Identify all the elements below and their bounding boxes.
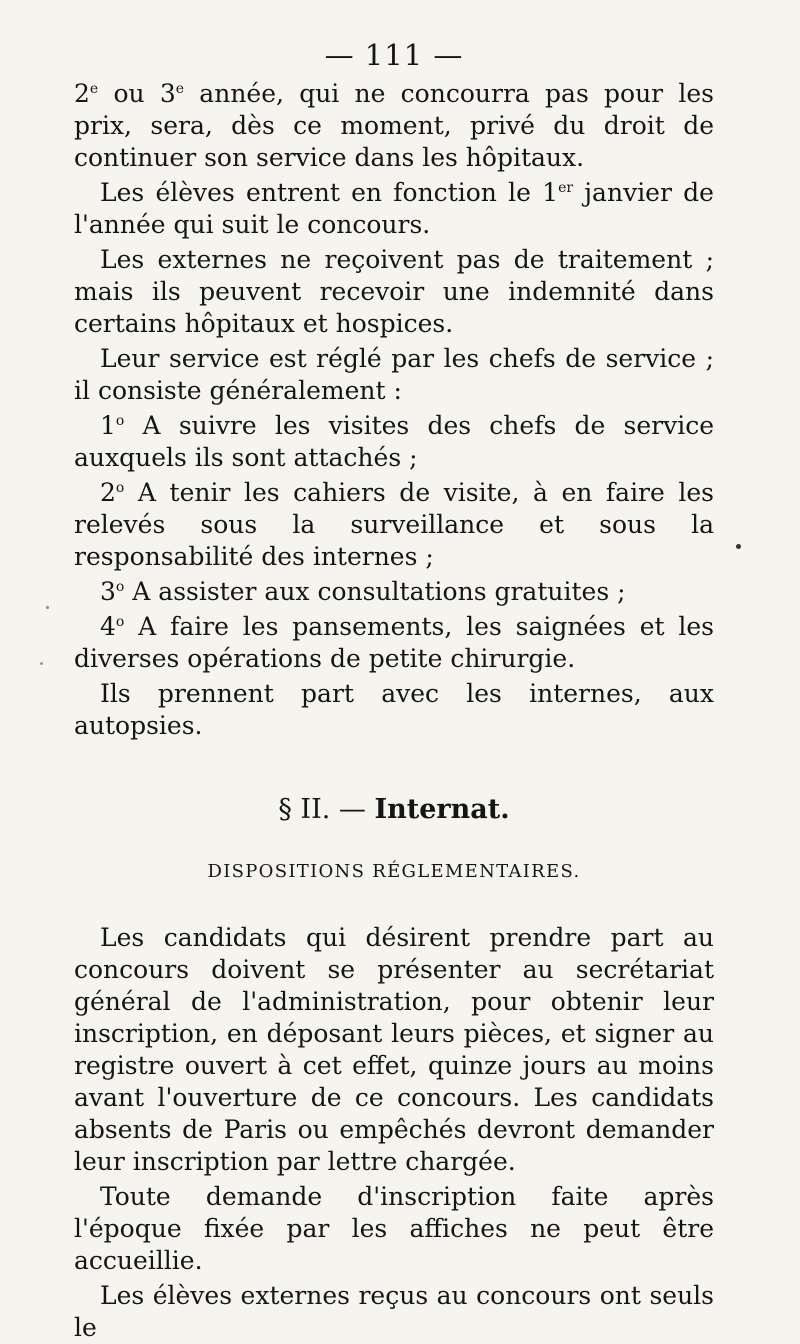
paragraph-autopsies: Ils prennent part avec les internes, aux autopsies. <box>74 679 714 740</box>
list-item <box>74 611 714 675</box>
paragraph-late-requests: Toute demande d'inscription faite après l'époque fixée par les affiches ne peut être accueillie. <box>74 1182 714 1275</box>
list-item <box>74 410 714 474</box>
section-title: Internat. <box>374 794 510 825</box>
item-text: A assister aux consultations gratuites ; <box>124 577 626 606</box>
section-symbol: § II. — <box>278 794 375 825</box>
item-text: A tenir les cahiers de visite, à en faire les relevés sous la surveillance et sous la responsabilité des internes ; <box>74 478 714 571</box>
ordinal-superscript: e <box>175 81 185 97</box>
paragraph-externes-pay: Les externes ne reçoivent pas de traitement ; mais ils peuvent recevoir une indemnité dans certains hôpitaux et hospices. <box>74 245 714 338</box>
paragraph-text: janvier de l'année qui suit le concours. <box>74 178 714 239</box>
paragraph-text: ou 3 <box>98 79 176 108</box>
ordinal-number: 2 <box>74 79 90 108</box>
paragraph-continuation <box>74 78 714 174</box>
item-text: A suivre les visites des chefs de service auxquels ils sont attachés ; <box>74 411 714 472</box>
item-number: 2 <box>100 478 116 507</box>
item-superscript: o <box>115 413 125 429</box>
list-item <box>74 576 714 608</box>
item-number: 3 <box>100 577 116 606</box>
subheading: DISPOSITIONS RÉGLEMENTAIRES. <box>207 861 581 882</box>
ink-speck <box>46 606 49 609</box>
paragraph-externes-received: Les élèves externes reçus au concours ont seuls le <box>74 1281 714 1342</box>
item-superscript: o <box>115 614 125 630</box>
ink-speck <box>40 662 43 665</box>
item-superscript: o <box>115 480 125 496</box>
paragraph-text: Les élèves entrent en fonction le 1 <box>100 178 559 207</box>
ordinal-superscript: er <box>558 180 574 196</box>
list-item <box>74 477 714 573</box>
ink-speck <box>736 544 741 549</box>
item-text: A faire les pansements, les saignées et les diverses opérations de petite chirurgie. <box>74 612 714 673</box>
item-superscript: o <box>115 579 125 595</box>
paragraph-text: année, qui ne concourra pas pour les prix, sera, dès ce moment, privé du droit de continuer son service dans les hôpitaux. <box>74 79 714 172</box>
paragraph-candidates: Les candidats qui désirent prendre part au concours doivent se présenter au secrétariat général de l'administration, pour obtenir leur inscription, en déposant leurs pièces, et signer au registre ouvert à cet effet, quinze jours au moins avant l'ouverture de ce concours. Les candidats absents de Paris ou empêchés devront demander leur inscription par lettre chargée. <box>74 923 714 1176</box>
paragraph-service: Leur service est réglé par les chefs de service ; il consiste généralement : <box>74 344 714 405</box>
section-heading <box>74 794 714 826</box>
item-number: 4 <box>100 612 116 641</box>
item-number: 1 <box>100 411 116 440</box>
page-number: — 111 — <box>324 38 464 72</box>
ordinal-superscript: e <box>89 81 99 97</box>
paragraph-start-date <box>74 177 714 241</box>
